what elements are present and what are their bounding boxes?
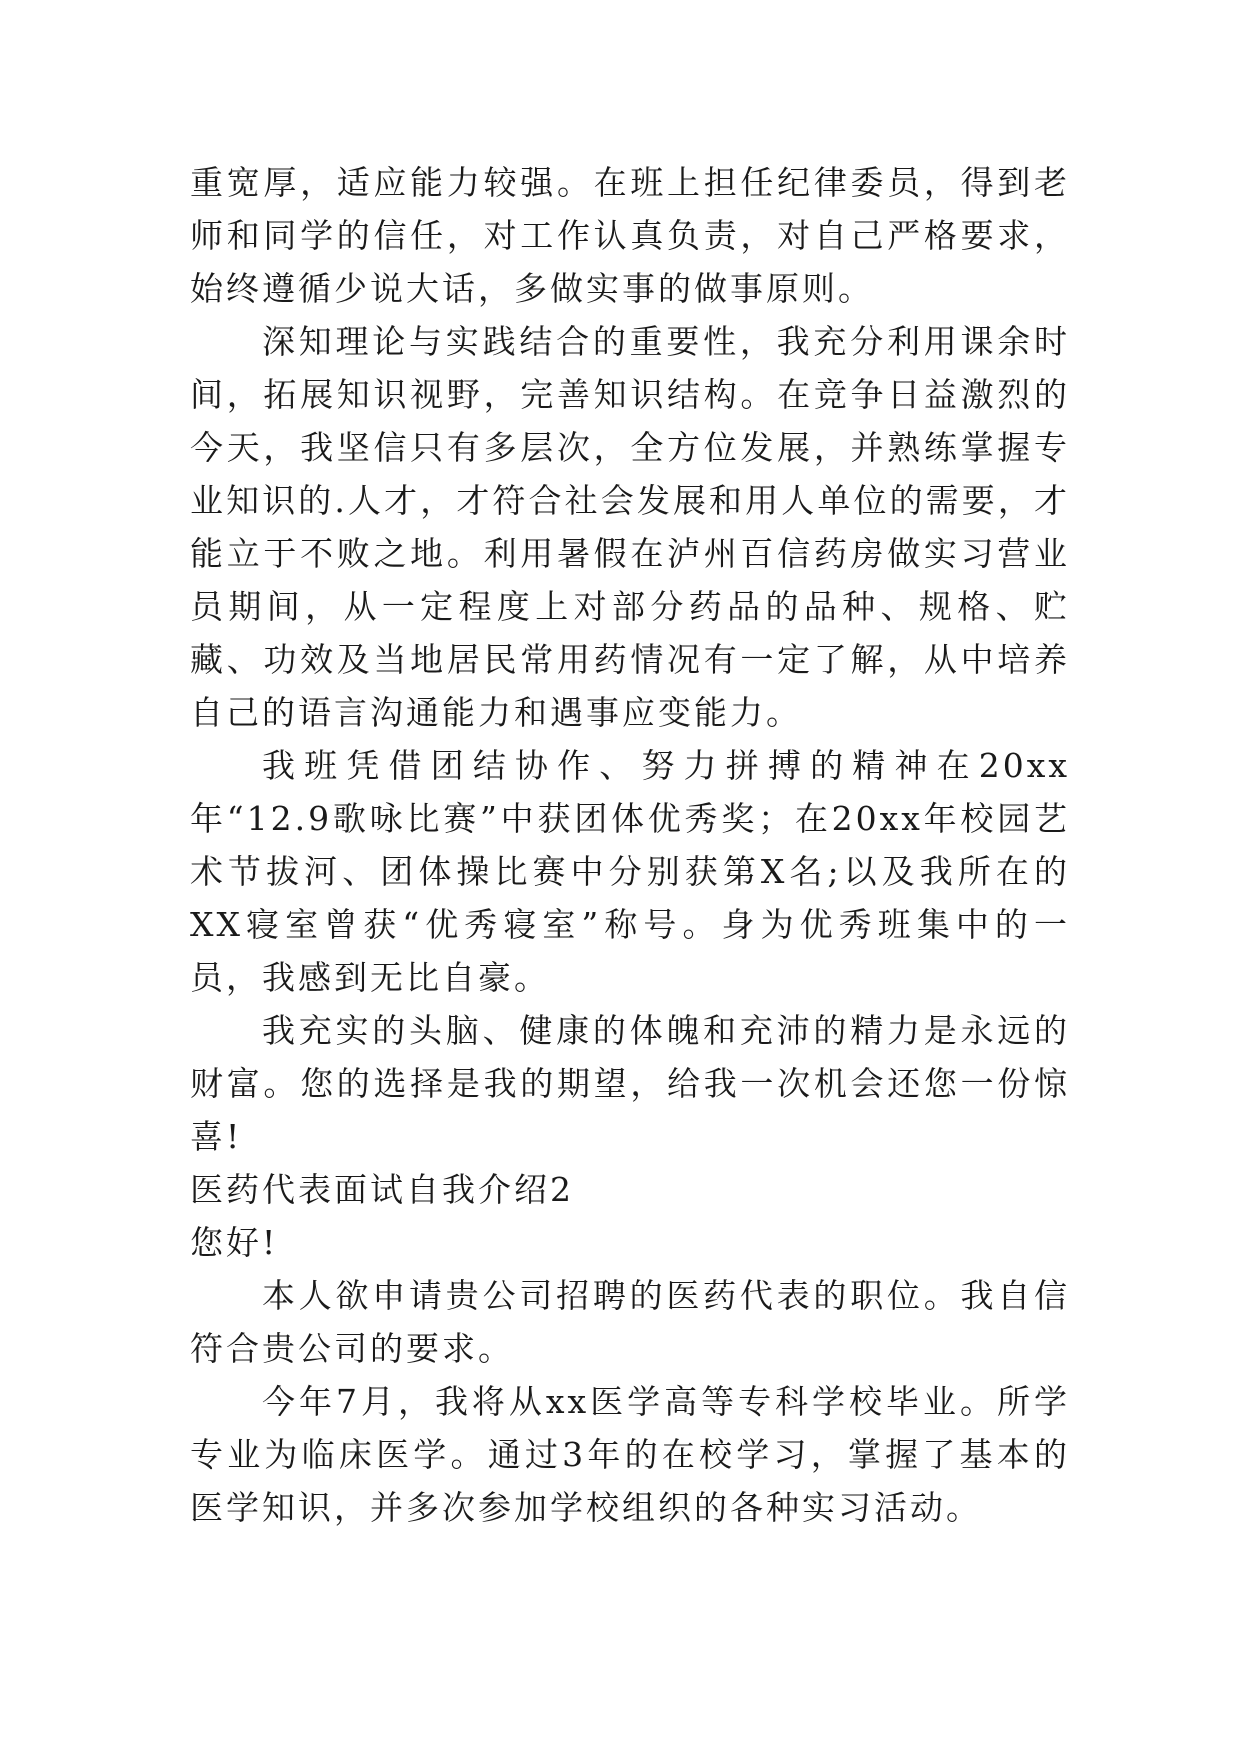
- paragraph-4: 我充实的头脑、健康的体魄和充沛的精力是永远的财富。您的选择是我的期望，给我一次机会还您一份惊喜!: [190, 1011, 1070, 1156]
- paragraph-2: 深知理论与实践结合的重要性，我充分利用课余时间，拓展知识视野，完善知识结构。在竞争日益激烈的今天，我坚信只有多层次，全方位发展，并熟练掌握专业知识的.人才，才符合社会发展和用人单位的需要，才能立于不败之地。利用暑假在泸州百信药房做实习营业员期间，从一定程度上对部分药品的品种、规格、贮藏、功效及当地居民常用药情况有一定了解，从中培养自己的语言沟通能力和遇事应变能力。: [190, 322, 1070, 732]
- section-heading: 医药代表面试自我介绍2: [190, 1170, 574, 1209]
- paragraph-1: 重宽厚，适应能力较强。在班上担任纪律委员，得到老师和同学的信任，对工作认真负责，对自己严格要求，始终遵循少说大话，多做实事的做事原则。: [190, 163, 1070, 308]
- paragraph-5: 本人欲申请贵公司招聘的医药代表的职位。我自信符合贵公司的要求。: [190, 1276, 1070, 1368]
- paragraph-3: 我班凭借团结协作、努力拼搏的精神在20xx年“12.9歌咏比赛”中获团体优秀奖；在20xx年校园艺术节拔河、团体操比赛中分别获第X名;以及我所在的XX寝室曾获“优秀寝室”称号。身为优秀班集中的一员，我感到无比自豪。: [190, 746, 1070, 997]
- document-body: [190, 156, 1070, 1534]
- greeting: 您好!: [190, 1223, 279, 1262]
- paragraph-6: 今年7月，我将从xx医学高等专科学校毕业。所学专业为临床医学。通过3年的在校学习，掌握了基本的医学知识，并多次参加学校组织的各种实习活动。: [190, 1382, 1070, 1527]
